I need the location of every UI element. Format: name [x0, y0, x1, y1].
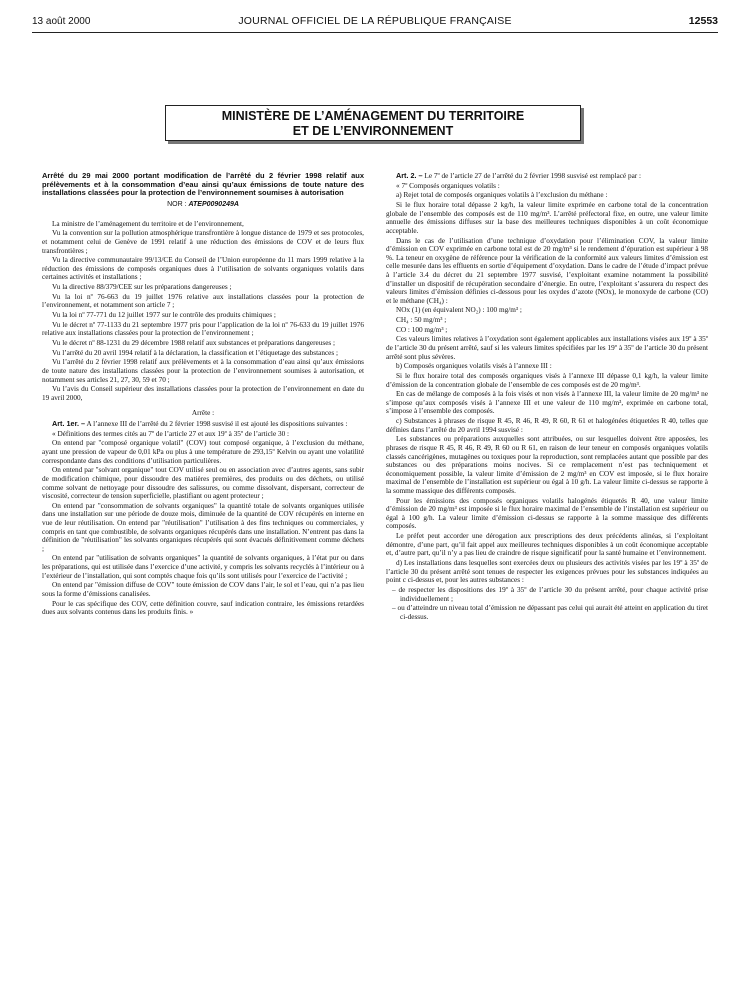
paragraph: Pour les émissions des composés organiques volatils halogénés étiquetés R 40, une valeur limite d’émission de 20 mg/m³ est imposée si le flux horaire maximal de l’ensemble de l’installation est supérieur ou égal à 100 g/h. La valeur limite d’émission ci-dessus se rapporte à la somme massique des différents composés. — [386, 496, 708, 531]
paragraph: On entend par "solvant organique" tout COV utilisé seul ou en association avec d’autres agents, sans subir de modification chimique, pour dissoudre des matières premières, des produits ou des déchets, ou utilisé comme solvant de nettoyage pour dissoudre des salissures, ou comme dissolvant, dispersant, correcteur de viscosité, correcteur de tension superficielle, plastifiant ou agent protecteur ; — [42, 466, 364, 501]
left-column — [42, 172, 364, 962]
paragraph: La ministre de l’aménagement du territoire et de l’environnement, — [52, 219, 244, 228]
paragraph: Si le flux horaire total des composés organiques visés à l’annexe III dépasse 0,1 kg/h, la valeur limite d’émission de la concentration globale de l’ensemble de ces composés est de 20 mg/m³. — [386, 372, 708, 389]
article-1-text: A l’annexe III de l’arrêté du 2 février 1998 susvisé il est ajouté les dispositions suivantes : — [86, 420, 348, 429]
page-number: 12553 — [688, 15, 718, 27]
paragraph: Vu le décret nº 88-1231 du 29 décembre 1988 relatif aux substances et préparations dangereuses ; — [52, 339, 336, 348]
paragraph: a) Rejet total de composés organiques volatils à l’exclusion du méthane : — [396, 191, 608, 200]
ministry-heading — [165, 105, 581, 141]
paragraph: – ou d’atteindre un niveau total d’émission ne dépassant pas celui qui aurait été atteint en application du tiret ci-dessus. — [392, 604, 708, 621]
nor-label: NOR : — [167, 201, 187, 209]
paragraph: CO : 100 mg/m³ ; — [396, 325, 448, 334]
right-column — [386, 172, 708, 962]
article-1 — [42, 420, 364, 429]
ministry-line-1: MINISTÈRE DE L’AMÉNAGEMENT DU TERRITOIRE — [221, 109, 525, 123]
definitions-list — [42, 430, 364, 617]
article-2-body — [386, 182, 708, 585]
journal-title: JOURNAL OFFICIEL DE LA RÉPUBLIQUE FRANÇAISE — [238, 15, 512, 27]
paragraph: Dans le cas de l’utilisation d’une technique d’oxydation pour l’élimination COV, la valeur limite d’émission en COV exprimée en carbone total est de 20 mg/m³ si le rendement d’épuration est supérieur à 98 %. La teneur en oxygène de référence pour la vérification de la conformité aux valeurs limites d’émission est celle mesurée dans les effluents en sortie d’équipement d’oxydation. Dans le cadre de l’étude d’impact prévue à l’article 3.4 du décret du 21 septembre 1977 susvisé, l’exploitant examine notamment la possibilité d’installer un dispositif de récupération secondaire d’énergie. En outre, l’exploitant s’assurera du respect des valeurs limites d’émission définies ci-dessous pour les oxydes d’azote (NOx), le monoxyde de carbone (CO) et le méthane (CH₄) : — [386, 236, 708, 305]
paragraph: « 7º Composés organiques volatils : — [396, 181, 500, 190]
article-2-dash-list — [386, 586, 708, 621]
paragraph: Le préfet peut accorder une dérogation aux prescriptions des deux précédents alinéas, si l’exploitant démontre, d’une part, qu’il fait appel aux meilleures techniques disponibles à un coût économique acceptable et, d’autre part, qu’il n’y a pas lieu de craindre de risque significatif pour la santé humaine et l’environnement. — [386, 532, 708, 558]
paragraph: On entend par "consommation de solvants organiques" la quantité totale de solvants organiques utilisée dans une installation sur une période de douze mois, diminuée de la quantité de COV récupérés en interne en vue de leur réutilisation. On entend par "réutilisation" l’utilisation à des fins techniques ou commerciales, y compris en tant que combustible, de solvants organiques récupérés dans une installation. N’entrent pas dans la définition de "réutilisation" les solvants organiques récupérés qui sont évacués définitivement comme déchets ; — [42, 501, 364, 553]
paragraph: c) Substances à phrases de risque R 45, R 46, R 49, R 60, R 61 et halogénées étiquetées R 40, telles que définies dans l’arrêté du 20 avril 1994 susvisé : — [386, 417, 708, 434]
header-rule — [32, 32, 718, 33]
paragraph: NOx (1) (en équivalent NO₂) : 100 mg/m³ ; — [396, 306, 522, 315]
paragraph: CH₄ : 50 mg/m³ ; — [396, 316, 447, 325]
ministry-line-2: ET DE L’ENVIRONNEMENT — [292, 124, 454, 138]
paragraph: b) Composés organiques volatils visés à l’annexe III : — [396, 362, 552, 371]
paragraph: Vu la directive 88/379/CEE sur les préparations dangereuses ; — [52, 283, 232, 292]
nor-reference — [42, 201, 364, 210]
paragraph: On entend par "utilisation de solvants organiques" la quantité de solvants organiques, à l’état pur ou dans les préparations, qui est utilisée dans l’exercice d’une activité, y compris les solvants recyclés à l’intérieur ou à l’extérieur de l’installation, qui sont comptés chaque fois qu’ils sont utilisés pour l’exercice de l’activité ; — [42, 554, 364, 580]
page-header — [32, 14, 718, 30]
paragraph: On entend par "composé organique volatil" (COV) tout composé organique, à l’exclusion du méthane, ayant une pression de vapeur de 0,01 kPa ou plus à une température de 293,15º Kelvin ou ayant une volatilité correspondante dans des conditions d’utilisation particulières. — [42, 439, 364, 465]
visas-list — [42, 220, 364, 403]
issue-date: 13 août 2000 — [32, 16, 91, 27]
paragraph: Vu la directive communautaire 99/13/CE du Conseil de l’Union européenne du 11 mars 1999 relative à la réduction des émissions de composés organiques dues à l’utilisation de solvants organiques volatils dans certaines activités et installations ; — [42, 256, 364, 282]
paragraph: Vu l’arrêté du 20 avril 1994 relatif à la déclaration, la classification et l’étiquetage des substances ; — [52, 348, 339, 357]
article-2-text: Le 7º de l’article 27 de l’arrêté du 2 février 1998 susvisé est remplacé par : — [424, 172, 642, 180]
paragraph: Vu la loi nº 76-663 du 19 juillet 1976 relative aux installations classées pour la protection de l’environnement, et notamment son article 7 ; — [42, 292, 364, 310]
paragraph: d) Les installations dans lesquelles sont exercées deux ou plusieurs des activités visées par les 19º à 35º de l’article 30 du présent arrêté sont tenues de respecter les exigences prévues pour les substances indiquées au point c ci-dessus et, pour les autres substances : — [386, 559, 708, 585]
paragraph: – de respecter les dispositions des 19º à 35º de l’article 30 du présent arrêté, pour chaque activité prise individuellement ; — [392, 585, 708, 603]
article-1-label: Art. 1er. – — [52, 419, 86, 429]
arrete-word: Arrête : — [191, 408, 215, 417]
paragraph: Les substances ou préparations auxquelles sont attribuées, ou sur lesquelles doivent être apposées, les phrases de risque R 45, R 46, R 49, R 60 ou R 61, en raison de leur teneur en composés organiques volatils classés cancérigènes, mutagènes ou toxiques pour la reproduction, sont remplacées autant que possible par des substances ou des préparations moins nocives. Si ce remplacement n’est pas techniquement et économiquement possible, la valeur limite d’émission de 2 mg/m³ en COV est imposée, si le flux horaire maximal de l’ensemble de l’installation est supérieur ou égal à 10 g/h. La valeur limite ci-dessus se rapporte à la somme massique des différents composés. — [386, 435, 708, 495]
paragraph: En cas de mélange de composés à la fois visés et non visés à l’annexe III, la valeur limite de 20 mg/m³ ne s’impose qu’aux composés visés à l’annexe III et une valeur de 110 mg/m³, exprimée en carbone total, s’impose à l’ensemble des composés. — [386, 390, 708, 416]
paragraph: Vu l’avis du Conseil supérieur des installations classées pour la protection de l’environnement en date du 19 avril 2000, — [42, 385, 364, 402]
article-2-label: Art. 2. – — [396, 172, 423, 180]
paragraph: Pour le cas spécifique des COV, cette définition couvre, sauf indication contraire, les émissions retardées dues aux solvants contenus dans les produits finis. » — [42, 599, 364, 617]
article-2 — [386, 172, 708, 181]
arrete-title: Arrêté du 29 mai 2000 portant modification de l’arrêté du 2 février 1998 relatif aux prélèvements et à la consommation d’eau ainsi qu’aux émissions de toute nature des installations classées pour la protection de l’environnement soumises à autorisation — [42, 172, 364, 198]
paragraph: On entend par "émission diffuse de COV" toute émission de COV dans l’air, le sol et l’eau, qui n’a pas lieu sous la forme d’émissions canalisées. — [42, 581, 364, 598]
nor-code: ATEP0090249A — [188, 201, 239, 209]
paragraph: Vu le décret nº 77-1133 du 21 septembre 1977 pris pour l’application de la loi nº 76-633 du 19 juillet 1976 relative aux installations classées pour la protection de l’environnement ; — [42, 320, 364, 338]
paragraph: Vu l’arrêté du 2 février 1998 relatif aux prélèvements et à la consommation d’eau ainsi qu’aux émissions de toute nature des installations classées pour la protection de l’environnement soumises à autorisation, et notamment ses articles 21, 27, 30, 59 et 70 ; — [42, 358, 364, 384]
paragraph: Vu la convention sur la pollution atmosphérique transfrontière à longue distance de 1979 et ses protocoles, et notamment celui de Genève de 1991 relatif à une réduction des émissions de COV et de leurs flux transfrontières ; — [42, 229, 364, 255]
paragraph: Ces valeurs limites relatives à l’oxydation sont également applicables aux installations visées aux 19º à 35º de l’article 30 du présent arrêté, sauf si les valeurs limites spécifiées par les 19º à 35º de l’article 30 du présent arrêté sont plus sévères. — [386, 335, 708, 361]
paragraph: Vu la loi nº 77-771 du 12 juillet 1977 sur le contrôle des produits chimiques ; — [52, 311, 276, 320]
paragraph: Si le flux horaire total dépasse 2 kg/h, la valeur limite exprimée en carbone total de la concentration globale de l’ensemble des composés est de 110 mg/m³. L’arrêté préfectoral fixe, en outre, une valeur limite annuelle des émissions diffuses sur la base des meilleures techniques disponibles à un coût économique acceptable. — [386, 201, 708, 235]
paragraph: « Définitions des termes cités au 7º de l’article 27 et aux 19º à 35º de l’article 30 : — [52, 429, 290, 438]
